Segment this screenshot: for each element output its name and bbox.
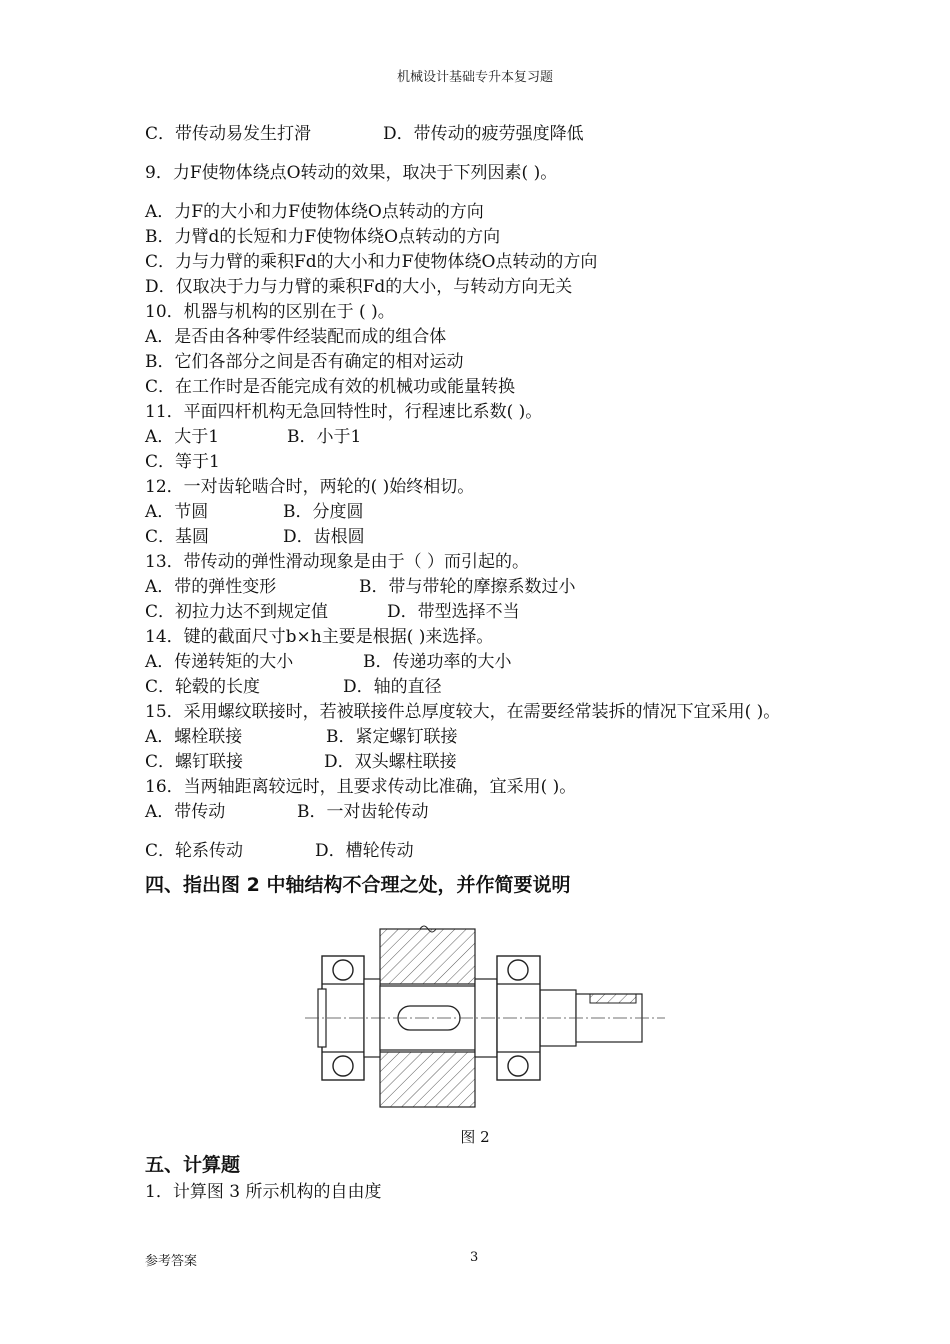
question-13: 13．带传动的弹性滑动现象是由于（ ）而引起的。 [145, 552, 530, 572]
q8-options [145, 122, 825, 147]
option-b: B．分度圆 [283, 502, 364, 522]
section-5-title: 五、计算题 [145, 1154, 241, 1176]
option-c: C．带传动易发生打滑 [145, 124, 312, 144]
figure-caption: 图 2 [460, 1128, 490, 1146]
question-14: 14．键的截面尺寸b×h主要是根据( )来选择。 [145, 627, 494, 647]
option-a: A．力F的大小和力F使物体绕O点转动的方向 [145, 202, 484, 222]
shaft-figure [145, 914, 825, 1124]
question-12: 12．一对齿轮啮合时，两轮的( )始终相切。 [145, 477, 475, 497]
q13-options-ab [145, 575, 825, 600]
q14-options-cd [145, 675, 825, 700]
footer-label: 参考答案 [145, 1254, 198, 1269]
option-c: C．基圆 [145, 527, 210, 547]
q16-options-cd [145, 839, 825, 864]
option-a: A．大于1 [145, 427, 220, 447]
option-d: D．轴的直径 [343, 677, 442, 697]
q16-options-ab [145, 800, 825, 825]
option-d: D．仅取决于力与力臂的乘积Fd的大小，与转动方向无关 [145, 277, 573, 297]
option-c: C．螺钉联接 [145, 752, 244, 772]
section-4-title: 四、指出图 2 中轴结构不合理之处，并作简要说明 [145, 874, 571, 896]
option-c: C．轮毂的长度 [145, 677, 261, 697]
page-header: 机械设计基础专升本复习题 [396, 70, 553, 85]
option-c: C．初拉力达不到规定值 [145, 602, 329, 622]
q12-options-cd [145, 525, 825, 550]
option-a: A．节圆 [145, 502, 209, 522]
option-b: B．传递功率的大小 [363, 652, 512, 672]
q12-options-ab [145, 500, 825, 525]
option-b: B．小于1 [287, 427, 362, 447]
page-number: 3 [470, 1250, 479, 1265]
option-b: B．它们各部分之间是否有确定的相对运动 [145, 352, 464, 372]
q15-options-ab [145, 725, 825, 750]
option-b: B．力臂d的长短和力F使物体绕O点转动的方向 [145, 227, 501, 247]
option-a: A．是否由各种零件经装配而成的组合体 [145, 327, 447, 347]
question-9: 9．力F使物体绕点O转动的效果，取决于下列因素( )。 [145, 163, 558, 183]
option-b: B．紧定螺钉联接 [326, 727, 458, 747]
option-d: D．双头螺柱联接 [324, 752, 457, 772]
document-body [145, 122, 825, 1205]
calc-question-1: 1．计算图 3 所示机构的自由度 [145, 1182, 382, 1202]
q14-options-ab [145, 650, 825, 675]
option-c: C．等于1 [145, 452, 220, 472]
option-c: C．力与力臂的乘积Fd的大小和力F使物体绕O点转动的方向 [145, 252, 598, 272]
option-b: B．一对齿轮传动 [297, 802, 429, 822]
option-a: A．传递转矩的大小 [145, 652, 294, 672]
question-16: 16．当两轴距离较远时，且要求传动比准确，宜采用( )。 [145, 777, 577, 797]
question-11: 11．平面四杆机构无急回特性时，行程速比系数( )。 [145, 402, 543, 422]
option-d: D．带传动的疲劳强度降低 [383, 124, 584, 144]
option-a: A．带的弹性变形 [145, 577, 277, 597]
q11-options [145, 425, 825, 450]
option-d: D．槽轮传动 [315, 841, 414, 861]
option-c: C．轮系传动 [145, 841, 244, 861]
option-c: C．在工作时是否能完成有效的机械功或能量转换 [145, 377, 516, 397]
option-d: D．齿根圆 [283, 527, 365, 547]
option-b: B．带与带轮的摩擦系数过小 [359, 577, 576, 597]
q13-options-cd [145, 600, 825, 625]
shaft-structure-drawing [300, 914, 670, 1124]
option-a: A．带传动 [145, 802, 226, 822]
q15-options-cd [145, 750, 825, 775]
option-a: A．螺栓联接 [145, 727, 243, 747]
option-d: D．带型选择不当 [387, 602, 520, 622]
question-15: 15．采用螺纹联接时，若被联接件总厚度较大，在需要经常装拆的情况下宜采用( )。 [145, 702, 781, 722]
question-10: 10．机器与机构的区别在于 ( )。 [145, 302, 395, 322]
